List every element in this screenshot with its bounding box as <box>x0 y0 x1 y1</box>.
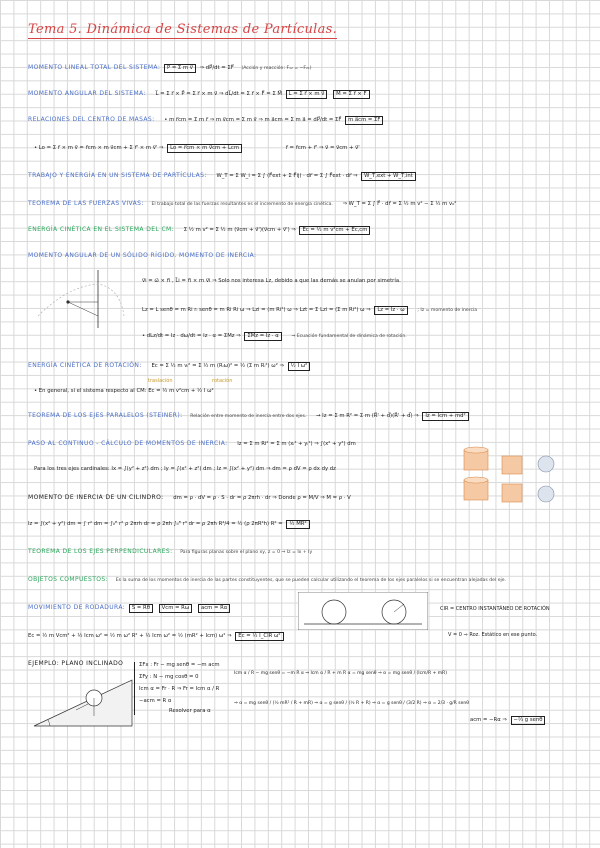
angular-momentum-box2: M⃗ = Σ r⃗ × F⃗ <box>333 90 369 99</box>
rigid-body-row <box>28 252 256 260</box>
rolling-svg <box>298 592 428 630</box>
cylinder-header: MOMENTO DE INERCIA DE UN CILINDRO: <box>28 494 164 501</box>
rigid-l2-row <box>142 306 477 315</box>
rigid-body-diagram <box>28 266 128 332</box>
page-title: Tema 5. Dinámica de Sistemas de Partículas. <box>28 22 338 37</box>
work-energy-row <box>28 172 418 181</box>
linear-momentum-box: P⃗ = Σ m v⃗ <box>164 64 196 73</box>
living-forces-header: TEOREMA DE LAS FUERZAS VIVAS: <box>28 200 144 207</box>
perpendicular-row <box>28 548 312 556</box>
work-energy-eq: W_T = Σ W_i = Σ ∫ (F⃗ext + Σ F⃗ij) · dr⃗ = Σ ∫ F⃗ext · dr⃗ ⇒ <box>216 173 358 179</box>
cylinder-3 <box>502 456 522 474</box>
center-of-mass-box: m a⃗cm = ΣF⃗ <box>345 116 383 125</box>
continuum-row <box>28 440 356 448</box>
rot-energy-l2: • En general, si el sistema respecto al CM: Ec = ½ m v²cm + ½ I ω² <box>34 388 214 394</box>
steiner-eq: → Iz = Σ m R² = Σ m (R⃗' + d⃗)(R⃗' + d⃗) ⇒ <box>316 413 419 419</box>
continuum-l2: Para los tres ejes cardinales: Ix = ∫(y² + z²) dm ; Iy = ∫(x² + z²) dm ; Iz = ∫(x² + y²) dm ⇒ dm = ρ dV = ρ dx dy dz <box>34 466 336 472</box>
living-forces-text: El trabajo total de las fuerzas resultantes es el incremento de energía cinética. <box>151 202 333 207</box>
rolling-l2: Ec = ½ m Vcm² + ½ Icm ω² = ½ m ω² R² + ½ Icm ω² = ½ (mR² + Icm) ω² ⇒ <box>28 633 232 639</box>
solve-note: Resolver para α <box>169 708 211 714</box>
position-vector <box>68 302 98 316</box>
linear-momentum-header: MOMENTO LINEAL TOTAL DEL SISTEMA: <box>28 64 161 71</box>
steiner-row <box>28 412 471 421</box>
angular-momentum-header: MOMENTO ANGULAR DEL SISTEMA: <box>28 90 146 97</box>
cylinder-svg <box>458 444 568 514</box>
center-of-mass-header: RELACIONES DEL CENTRO DE MASAS: <box>28 116 155 123</box>
rigid-l1: v⃗i = ω⃗ × r⃗i , L⃗i = r⃗i × m v⃗i ⇒ Solo nos interesa Lz, debido a que las demás se anulan por simetría. <box>142 278 401 284</box>
rot-energy-row <box>28 362 312 371</box>
example-system <box>134 662 220 715</box>
body-outline <box>38 284 124 316</box>
steiner-text: Relación entre momento de inercia entre dos ejes. <box>190 414 307 419</box>
static-friction-note: V = 0 ⇒ Roz. Estático en ese punto. <box>448 632 538 638</box>
cylinder-box: ½ MR² <box>286 520 309 529</box>
sphere-2 <box>538 486 554 502</box>
torque-box: ΣMz = Iz · α <box>244 332 281 341</box>
final-eq: acm = −Rα ⇒ <box>470 717 507 723</box>
rolling-box3: acm = Rα <box>198 604 230 613</box>
kinetic-cm-header: ENERGÍA CINÉTICA EN EL SISTEMA DEL CM: <box>28 226 175 233</box>
cylinder-2-top <box>464 477 488 483</box>
rigid-l3: • dLz/dt = Iz · dω/dt = Iz · α = ΣMz ⇒ <box>142 333 241 339</box>
linear-momentum-derivative: ⇒ dP⃗/dt = ΣF⃗ <box>199 65 234 71</box>
cylinder-l2-row <box>28 520 312 529</box>
fundamental-note: ⇒ Ecuación fundamental de dinámica de rotación. <box>291 334 407 339</box>
incline-diagram <box>30 670 136 730</box>
composite-text: Es la suma de los momentos de inercia de las partes constituyentes, que se pueden calcular utilizando el teorema de los ejes paralelos si se encuentran alejadas del eje. <box>115 578 507 583</box>
perpendicular-header: TEOREMA DE LOS EJES PERPENDICULARES: <box>28 548 173 555</box>
rotation-label: rotación <box>212 378 233 384</box>
center-of-mass-row <box>28 116 385 125</box>
rot-energy-eq: Ec = Σ ½ m vᵢ² = Σ ½ m (Rᵢω)² = ½ (Σ m Rᵢ²) ω² ⇒ <box>151 363 284 369</box>
perpendicular-text: Para figuras planas sobre el plano xy, z = 0 ⇒ Iz = Ix + Iy <box>180 550 313 555</box>
continuum-header: PASO AL CONTINUO - CÁLCULO DE MOMENTOS DE INERCIA: <box>28 440 228 447</box>
angular-momentum-eq: L⃗ = Σ r⃗ × P⃗ = Σ r⃗ × m v⃗ ⇒ dL⃗/dt = Σ r⃗ × F⃗ = Σ M⃗ <box>155 91 282 97</box>
translation-label: traslación <box>148 378 173 384</box>
inertia-note: ; Iz = momento de inercia <box>417 308 478 313</box>
eq-sum-fx: ΣFx : Fr − mg senθ = −m acm <box>139 662 220 668</box>
living-forces-eq: ⇒ W_T = Σ ∫ F⃗ · dr⃗ = Σ ½ m v² − Σ ½ m v₀² <box>342 201 457 207</box>
rolling-header: MOVIMIENTO DE RODADURA: <box>28 604 126 611</box>
cylinder-eq: dm = ρ · dV = ρ · S · dr = ρ 2πrh · dr ⇒ Donde ρ = M/V ⇒ M = ρ · V <box>173 495 351 501</box>
final-row <box>470 716 547 725</box>
incline-plane <box>34 680 132 726</box>
lo-box: Lo = r⃗cm × m v⃗cm + L⃗cm <box>167 144 242 153</box>
steiner-box: Iz = Icm + md² <box>422 412 468 421</box>
cylinder-l2: Iz = ∫(x² + y²) dm = ∫ r² dm = ∫₀ᴿ r² ρ 2πrh dr = ρ 2πh ∫₀ᴿ r³ dr = ρ 2πh R⁴/4 = ½ (ρ 2πR²h) R² = <box>28 521 283 527</box>
eq-rolling: −acm = R α <box>139 698 172 704</box>
work-energy-box: W_T,ext + W_T,int <box>361 172 416 181</box>
composite-row <box>28 576 506 584</box>
final-box: −⅔ g senθ <box>511 716 546 725</box>
rigid-l3-row <box>142 332 407 341</box>
lz-box: Lz = Iz · ω <box>374 306 407 315</box>
rigid-l2: Lz = L senθ = m Ri rᵢ senθ = m Ri Ri ω ⇒ Lzi = (m Ri²) ω ⇒ Lzt = Σ Lzi = (Σ m Ri²) ω ⇒ <box>142 307 371 313</box>
rot-energy-box: ½ I ω² <box>288 362 311 371</box>
cylinder-4 <box>502 484 522 502</box>
kinetic-cm-row <box>28 226 372 235</box>
example-row <box>28 660 123 668</box>
angular-momentum-row <box>28 90 372 99</box>
rolling-row <box>28 604 232 613</box>
steiner-header: TEOREMA DE LOS EJES PARALELOS (STEINER): <box>28 412 183 419</box>
eq-sum-fy: ΣFy : N − mg cosθ = 0 <box>139 674 199 680</box>
cylinder-row <box>28 494 351 502</box>
composite-header: OBJETOS COMPUESTOS: <box>28 576 109 583</box>
cylinder-1-top <box>464 447 488 453</box>
cir-label: CIR = CENTRO INSTANTÁNEO DE ROTACIÓN <box>440 606 550 612</box>
work-energy-header: TRABAJO Y ENERGÍA EN UN SISTEMA DE PARTÍCULAS: <box>28 172 207 179</box>
rolling-l2-row <box>28 632 286 641</box>
linear-momentum-row <box>28 64 312 73</box>
rot-energy-header: ENERGÍA CINÉTICA DE ROTACIÓN: <box>28 362 142 369</box>
action-reaction-note: (Acción y reacción: F₁₂ = −F₂₁) <box>241 66 312 71</box>
rigid-body-header: MOMENTO ANGULAR DE UN SÓLIDO RÍGIDO. MOMENTO DE INERCIA: <box>28 252 257 259</box>
eq-torque: Icm α = Fr · R ⇒ Fr = Icm α / R <box>139 686 220 692</box>
sphere-1 <box>538 456 554 472</box>
kinetic-cm-eq: Σ ½ m v² = Σ ½ m (v⃗cm + v⃗')(v⃗cm + v⃗') ⇒ <box>183 227 296 233</box>
rolling-box1: S = Rθ <box>129 604 153 613</box>
example-r2: ⇒ α = mg senθ / (½ mR² / R + mR) ⇒ α = g senθ / (½ R + R) ⇒ α = g senθ / (3/2 R) ⇒ α = 2/3 · g/R senθ <box>234 701 469 706</box>
living-forces-row <box>28 200 456 208</box>
continuum-eq: Iz = Σ m Ri² = Σ m (xᵢ² + yᵢ²) ⇒ ∫(x² + y²) dm <box>237 441 356 447</box>
lo-row <box>34 144 360 153</box>
example-header: EJEMPLO: PLANO INCLINADO <box>28 660 124 667</box>
r-decomp-eq: r⃗ = r⃗cm + r⃗' ⇒ v⃗ = v⃗cm + v⃗' <box>285 145 360 151</box>
incline-svg <box>30 670 136 730</box>
angular-momentum-box1: L⃗ = Σ r⃗ × m v⃗ <box>286 90 328 99</box>
rigid-body-svg <box>28 266 128 332</box>
cylinder-diagrams <box>458 444 568 514</box>
rolling-diagram <box>298 592 428 630</box>
rolling-box2: Vcm = Rω <box>159 604 193 613</box>
lo-eq: • Lo = Σ r⃗ × m v⃗ = r⃗cm × m v⃗cm + Σ r⃗' × m v⃗' ⇒ <box>34 145 164 151</box>
center-of-mass-eq: • m r⃗cm = Σ m r⃗ ⇒ m v⃗cm = Σ m v⃗ ⇒ m a⃗cm = Σ m a⃗ = dP⃗/dt = ΣF⃗ <box>164 117 342 123</box>
example-r1: Icm α / R − mg senθ = −m R α ⇒ Icm α / R + m R α = mg senθ ⇒ α = mg senθ / (Icm/R + mR) <box>234 671 448 676</box>
kinetic-cm-box: Ec = ½ m v²cm + Ec,cm <box>299 226 370 235</box>
rolling-energy-box: Ec = ½ I_CIR ω² <box>235 632 283 641</box>
